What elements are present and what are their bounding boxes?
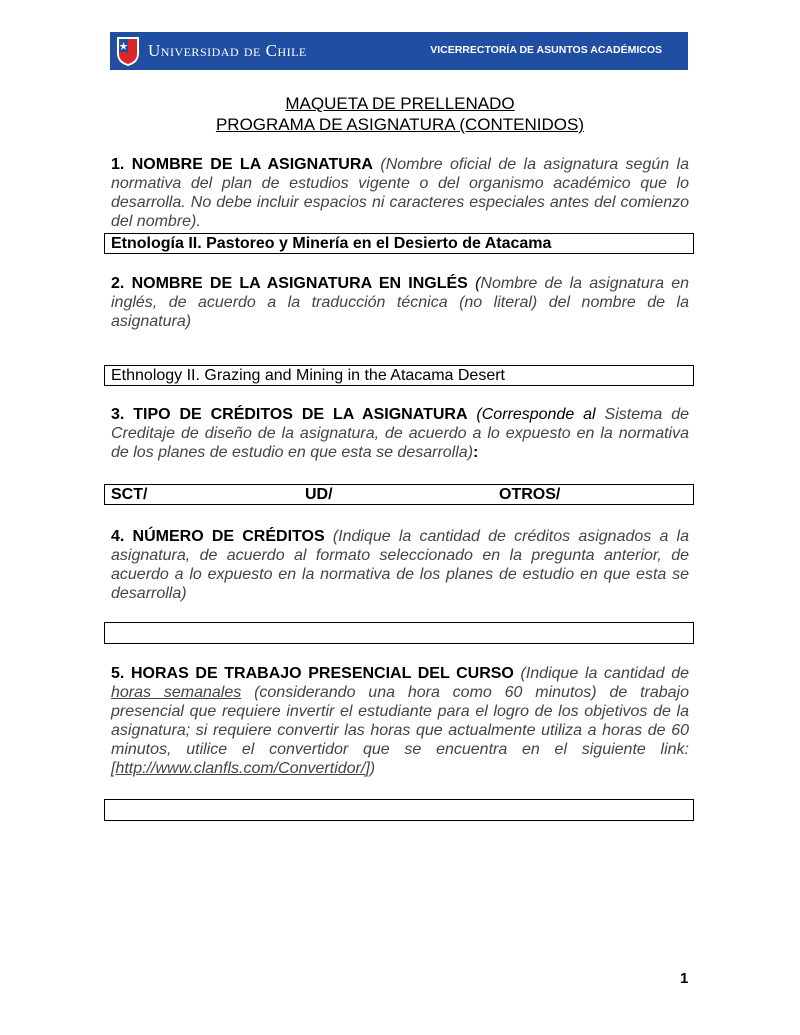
credit-option-sct[interactable]: SCT/	[111, 486, 148, 503]
section-1-text	[111, 155, 689, 231]
section-3-credit-type-field[interactable]	[104, 484, 694, 505]
section-3-description-lead: (Corresponde al	[476, 406, 596, 423]
credit-option-ud[interactable]: UD/	[305, 486, 333, 503]
section-2-heading: 2. NOMBRE DE LA ASIGNATURA EN INGLÉS	[111, 275, 468, 292]
credit-option-otros[interactable]: OTROS/	[499, 486, 561, 503]
section-5-description-end: ])	[365, 760, 376, 777]
university-name: Universidad de Chile	[148, 41, 307, 60]
section-5-answer-field[interactable]	[104, 799, 694, 821]
section-4-description: (Indique la cantidad de créditos asignados a la asignatura, de acuerdo al formato seleccionado en la pregunta anterior, de acuerdo a lo expuesto en la normativa de los planes de estudio en que esta se desarrolla)	[111, 528, 689, 602]
section-4-heading: 4. NÚMERO DE CRÉDITOS	[111, 528, 325, 545]
section-4-text	[111, 527, 689, 603]
section-1-answer-field[interactable]	[104, 233, 694, 254]
section-5-description-part1: (Indique la cantidad de	[520, 665, 689, 682]
section-1-description: (Nombre oficial de la asignatura según la normativa del plan de estudios vigente o del organismo académico que lo desarrolla. No debe incluir espacios ni caracteres especiales antes del comienzo del nombre).	[111, 156, 690, 230]
section-2-answer-field[interactable]	[104, 365, 694, 386]
section-5-text	[111, 664, 689, 778]
section-3-colon: :	[473, 444, 479, 461]
section-4-answer-field[interactable]	[104, 622, 694, 644]
section-1-answer-value: Etnología II. Pastoreo y Minería en el Desierto de Atacama	[111, 235, 552, 252]
section-5-heading: 5. HORAS DE TRABAJO PRESENCIAL DEL CURSO	[111, 665, 514, 682]
section-2-description: Nombre de la asignatura en inglés, de acuerdo a la traducción técnica (no literal) del nombre de la asignatura)	[111, 275, 689, 330]
section-3-text	[111, 405, 689, 462]
document-title-line2: PROGRAMA DE ASIGNATURA (CONTENIDOS)	[215, 115, 585, 134]
page-number: 1	[680, 970, 689, 987]
section-2-paren: (	[475, 275, 481, 292]
header-banner	[110, 32, 688, 70]
section-5-description-part2: (considerando una hora como 60 minutos) de trabajo presencial que requiere invertir el estudiante para el logro de los objetivos de la asignatura; si requiere convertir las horas que actualmente utiliza a horas de 60 minutos, utilice el convertidor que se encuentra en el siguiente link: [	[111, 684, 690, 777]
section-3-heading: 3. TIPO DE CRÉDITOS DE LA ASIGNATURA	[111, 406, 468, 423]
section-2-answer-value: Ethnology II. Grazing and Mining in the Atacama Desert	[111, 367, 505, 384]
document-title-line1: MAQUETA DE PRELLENADO	[285, 94, 515, 113]
section-5-underlined-text: horas semanales	[111, 684, 242, 701]
university-crest-icon	[115, 35, 141, 67]
section-3-description: Sistema de Creditaje de diseño de la asignatura, de acuerdo a lo expuesto en la normativa de los planes de estudio en que esta se desarrolla)	[111, 406, 690, 461]
section-1-heading: 1. NOMBRE DE LA ASIGNATURA	[111, 156, 373, 173]
vicerrectoria-name: VICERRECTORÍA DE ASUNTOS ACADÉMICOS	[430, 44, 662, 56]
converter-link[interactable]: http://www.clanfls.com/Convertidor/	[115, 760, 366, 777]
section-2-text	[111, 274, 689, 331]
